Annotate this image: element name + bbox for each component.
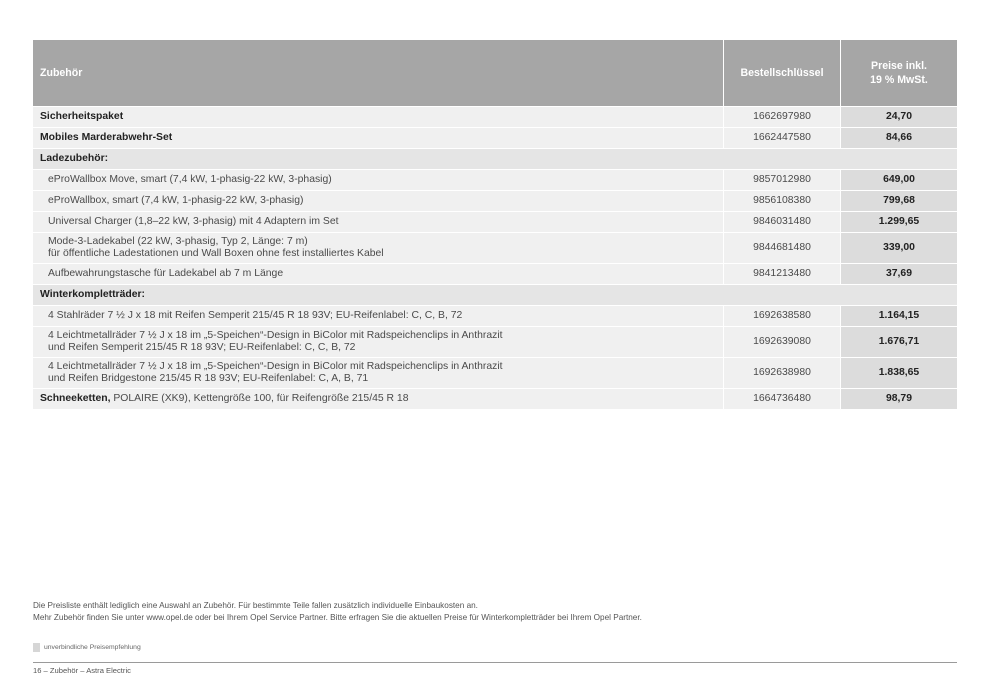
row-label-line1: 4 Leichtmetallräder 7 ½ J x 18 im „5-Speichen“-Design in BiColor mit Radspeichenclips in Anthrazit <box>48 329 503 341</box>
section-row-charging <box>33 149 957 170</box>
footer-divider <box>33 662 957 663</box>
row-price: 24,70 <box>840 107 957 128</box>
row-order-code: 1664736480 <box>723 389 840 410</box>
row-label: 4 Stahlräder 7 ½ J x 18 mit Reifen Semperit 215/45 R 18 93V; EU-Reifenlabel: C, C, B, 72 <box>33 306 723 327</box>
row-price: 339,00 <box>840 233 957 264</box>
section-row-winter-wheels <box>33 285 957 306</box>
header-price <box>840 40 957 107</box>
row-order-code: 9841213480 <box>723 264 840 285</box>
table-row <box>33 327 957 358</box>
row-order-code: 1662697980 <box>723 107 840 128</box>
row-label-bold: Schneeketten, <box>40 392 111 404</box>
row-label: Mobiles Marderabwehr-Set <box>33 128 723 149</box>
row-price: 84,66 <box>840 128 957 149</box>
row-order-code: 1692638580 <box>723 306 840 327</box>
row-label: Universal Charger (1,8–22 kW, 3-phasig) mit 4 Adaptern im Set <box>33 212 723 233</box>
row-order-code: 1662447580 <box>723 128 840 149</box>
section-label: Winterkompletträder: <box>33 285 957 306</box>
row-price: 1.164,15 <box>840 306 957 327</box>
row-label: Aufbewahrungstasche für Ladekabel ab 7 m Länge <box>33 264 723 285</box>
table-row <box>33 170 957 191</box>
table-row <box>33 358 957 389</box>
table-row <box>33 233 957 264</box>
header-accessory: Zubehör <box>33 40 723 107</box>
row-label-line1: Mode-3-Ladekabel (22 kW, 3-phasig, Typ 2, Länge: 7 m) <box>48 235 308 247</box>
row-label-line1: 4 Leichtmetallräder 7 ½ J x 18 im „5-Speichen“-Design in BiColor mit Radspeichenclips in Anthrazit <box>48 360 503 372</box>
accessory-price-table <box>33 40 957 410</box>
row-label <box>33 389 723 410</box>
row-price: 1.299,65 <box>840 212 957 233</box>
row-price: 98,79 <box>840 389 957 410</box>
row-label-line2: für öffentliche Ladestationen und Wall Boxen ohne fest installiertes Kabel <box>48 248 384 259</box>
table-row <box>33 212 957 233</box>
table-header-row <box>33 40 957 107</box>
row-order-code: 1692639080 <box>723 327 840 358</box>
footnote-line1: Die Preisliste enthält lediglich eine Auswahl an Zubehör. Für bestimmte Teile fallen zusätzlich individuelle Einbaukosten an. <box>33 601 478 610</box>
legend-label: unverbindliche Preisempfehlung <box>44 644 141 651</box>
row-order-code: 9844681480 <box>723 233 840 264</box>
header-price-line2: 19 % MwSt. <box>870 74 928 86</box>
row-label <box>33 233 723 264</box>
legend-swatch <box>33 643 40 652</box>
price-sheet <box>33 40 957 410</box>
row-label-line2: und Reifen Bridgestone 215/45 R 18 93V; EU-Reifenlabel: C, A, B, 71 <box>48 373 369 384</box>
row-order-code: 9856108380 <box>723 191 840 212</box>
page-footer: 16 – Zubehör – Astra Electric <box>33 666 131 675</box>
table-row <box>33 107 957 128</box>
row-price: 1.838,65 <box>840 358 957 389</box>
header-order-code: Bestellschlüssel <box>723 40 840 107</box>
row-price: 37,69 <box>840 264 957 285</box>
table-row <box>33 128 957 149</box>
row-order-code: 9857012980 <box>723 170 840 191</box>
row-price: 649,00 <box>840 170 957 191</box>
row-price: 799,68 <box>840 191 957 212</box>
section-label: Ladezubehör: <box>33 149 957 170</box>
row-order-code: 9846031480 <box>723 212 840 233</box>
footnote-line2: Mehr Zubehör finden Sie unter www.opel.de oder bei Ihrem Opel Service Partner. Bitte erfragen Sie die aktuellen Preise für Winterkompletträder bei Ihrem Opel Partner. <box>33 612 642 622</box>
row-order-code: 1692638980 <box>723 358 840 389</box>
table-row <box>33 264 957 285</box>
row-price: 1.676,71 <box>840 327 957 358</box>
row-label: Sicherheitspaket <box>33 107 723 128</box>
row-label-line2: und Reifen Semperit 215/45 R 18 93V; EU-Reifenlabel: C, C, B, 72 <box>48 342 356 353</box>
table-row <box>33 389 957 410</box>
header-price-line1: Preise inkl. <box>871 59 927 72</box>
row-label <box>33 327 723 358</box>
row-label: eProWallbox Move, smart (7,4 kW, 1-phasig-22 kW, 3-phasig) <box>33 170 723 191</box>
footnotes <box>33 600 957 624</box>
price-legend <box>33 643 141 652</box>
row-label-rest: POLAIRE (XK9), Kettengröße 100, für Reifengröße 215/45 R 18 <box>110 392 409 404</box>
row-label <box>33 358 723 389</box>
table-row <box>33 306 957 327</box>
table-row <box>33 191 957 212</box>
row-label: eProWallbox, smart (7,4 kW, 1-phasig-22 kW, 3-phasig) <box>33 191 723 212</box>
